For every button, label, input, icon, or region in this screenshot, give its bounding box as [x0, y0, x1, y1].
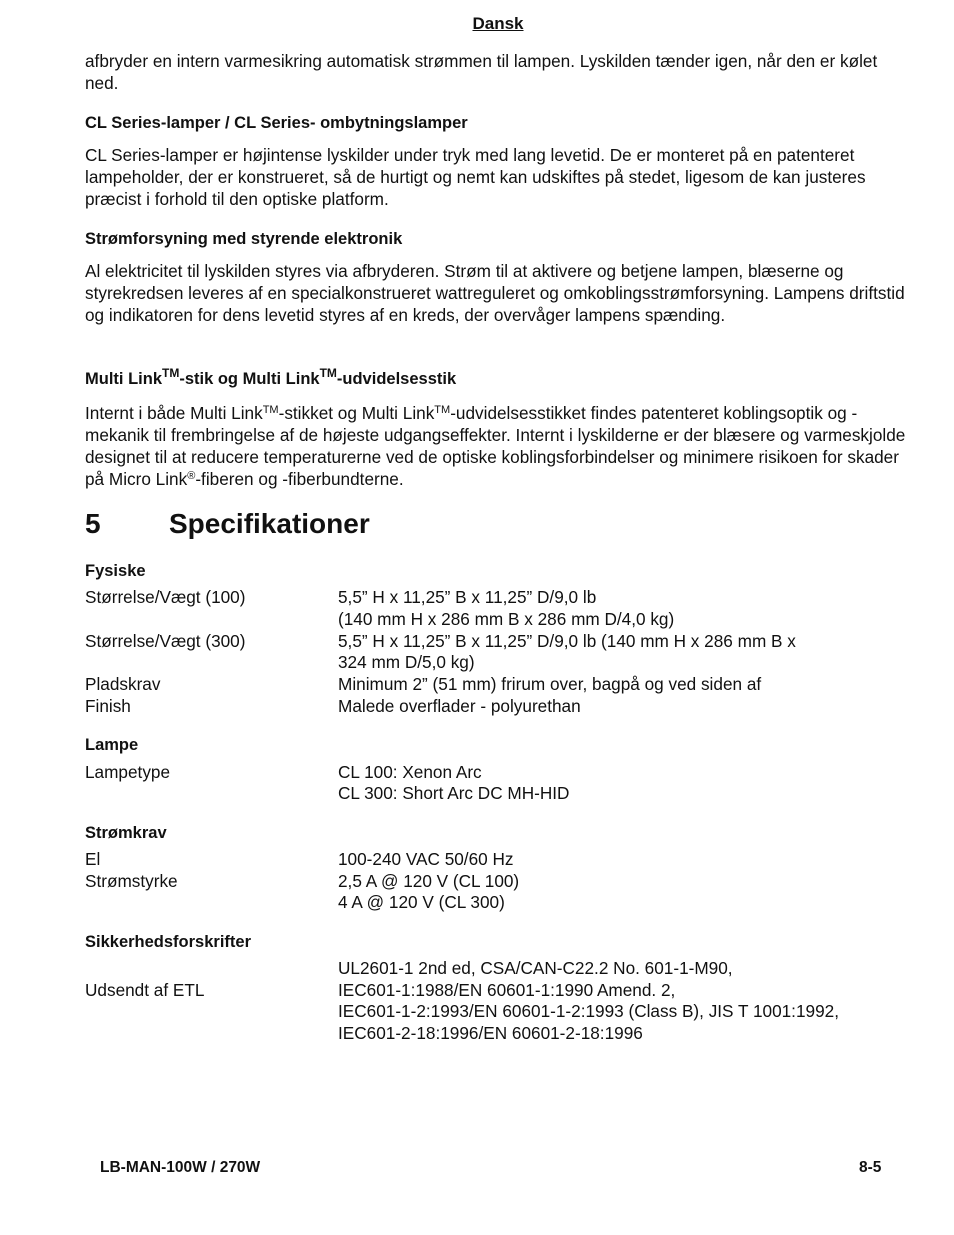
spec-value: 5,5” H x 11,25” B x 11,25” D/9,0 lb — [338, 587, 597, 607]
footer-document-id: LB-MAN-100W / 270W — [100, 1159, 261, 1176]
spec-value: UL2601-1 2nd ed, CSA/CAN-C22.2 No. 601-1-M90, — [338, 958, 733, 978]
multilink-heading-part: -stik og Multi Link — [179, 370, 320, 388]
spec-label: Størrelse/Vægt (300) — [85, 631, 246, 651]
multilink-text: Internt i både Multi Link — [85, 403, 263, 423]
multilink-text: -stikket og Multi Link — [278, 403, 435, 423]
spec-value: Malede overflader - polyurethan — [338, 696, 581, 716]
spec-heading-safety: Sikkerhedsforskrifter — [85, 933, 251, 951]
spec-value: IEC601-2-18:1996/EN 60601-2-18:1996 — [338, 1023, 643, 1043]
spec-heading-power: Strømkrav — [85, 824, 167, 842]
spec-value: Minimum 2” (51 mm) frirum over, bagpå og ved siden af — [338, 674, 762, 694]
power-supply-paragraph: Al elektricitet til lyskilden styres via afbryderen. Strøm til at aktivere og betjene lampen, blæserne og styrekredsen leveres af en specialkonstrueret wattreguleret og omkoblingsstrømforsyning. Lampens driftstid og indikatoren for dens levetid styres af en kreds, der overvåger lampens spænding. — [85, 261, 905, 325]
spec-value: (140 mm H x 286 mm B x 286 mm D/4,0 kg) — [338, 609, 675, 629]
spec-heading-lamp: Lampe — [85, 736, 139, 754]
trademark-mark: TM — [434, 404, 451, 416]
spec-value: 324 mm D/5,0 kg) — [338, 652, 475, 672]
multilink-heading-part: -udvidelsesstik — [336, 370, 457, 388]
intro-paragraph: afbryder en intern varmesikring automatisk strømmen til lampen. Lyskilden tænder igen, når den er kølet ned. — [85, 51, 878, 93]
spec-value: 100-240 VAC 50/60 Hz — [338, 849, 514, 869]
multilink-paragraph — [85, 402, 915, 490]
multilink-text: -udvidelsesstikket findes patenteret koblingsoptik og -mekanik til frembringelse af de højeste udgangseffekter. Internt i lyskilderne er der blæsere og varmeskjolde designet til at reducere temperaturerne ved de optiske koblingsforbindelser og minimere risikoen for skader på Micro Link — [85, 403, 906, 489]
spec-value: IEC601-1-2:1993/EN 60601-1-2:1993 (Class B), JIS T 1001:1992, — [338, 1001, 839, 1021]
registered-mark: ® — [187, 470, 196, 482]
spec-value: 4 A @ 120 V (CL 300) — [338, 892, 505, 912]
section-number: 5 — [85, 508, 101, 539]
spec-value: 2,5 A @ 120 V (CL 100) — [338, 871, 520, 891]
spec-value: 5,5” H x 11,25” B x 11,25” D/9,0 lb (140 mm H x 286 mm B x — [338, 631, 796, 651]
cl-series-paragraph: CL Series-lamper er højintense lyskilder under tryk med lang levetid. De er monteret på en patenteret lampeholder, der er konstrueret, så de hurtigt og nemt kan udskiftes på stedet, ligesom de kan justeres præcist i forhold til den optiske platform. — [85, 145, 866, 209]
spec-label: Størrelse/Vægt (100) — [85, 587, 246, 607]
trademark-mark: TM — [262, 404, 279, 416]
spec-label: Finish — [85, 696, 131, 716]
spec-label: Pladskrav — [85, 674, 161, 694]
spec-label: Lampetype — [85, 762, 171, 782]
section-title: Specifikationer — [169, 508, 370, 539]
cl-series-heading: CL Series-lamper / CL Series- ombytningslamper — [85, 114, 468, 132]
spec-value: CL 300: Short Arc DC MH-HID — [338, 783, 570, 803]
spec-label: Udsendt af ETL — [85, 980, 205, 1000]
page-language-header: Dansk — [472, 14, 524, 33]
power-supply-heading: Strømforsyning med styrende elektronik — [85, 230, 403, 248]
multilink-heading-part: Multi Link — [85, 370, 162, 388]
footer-page-number: 8-5 — [859, 1159, 882, 1176]
spec-value: IEC601-1:1988/EN 60601-1:1990 Amend. 2, — [338, 980, 676, 1000]
trademark-mark: TM — [162, 366, 180, 380]
spec-heading-physical: Fysiske — [85, 562, 146, 580]
trademark-mark: TM — [319, 366, 337, 380]
multilink-heading — [85, 366, 457, 389]
spec-value: CL 100: Xenon Arc — [338, 762, 482, 782]
spec-label: El — [85, 849, 101, 869]
spec-label: Strømstyrke — [85, 871, 178, 891]
multilink-text: -fiberen og -fiberbundterne. — [195, 469, 404, 489]
